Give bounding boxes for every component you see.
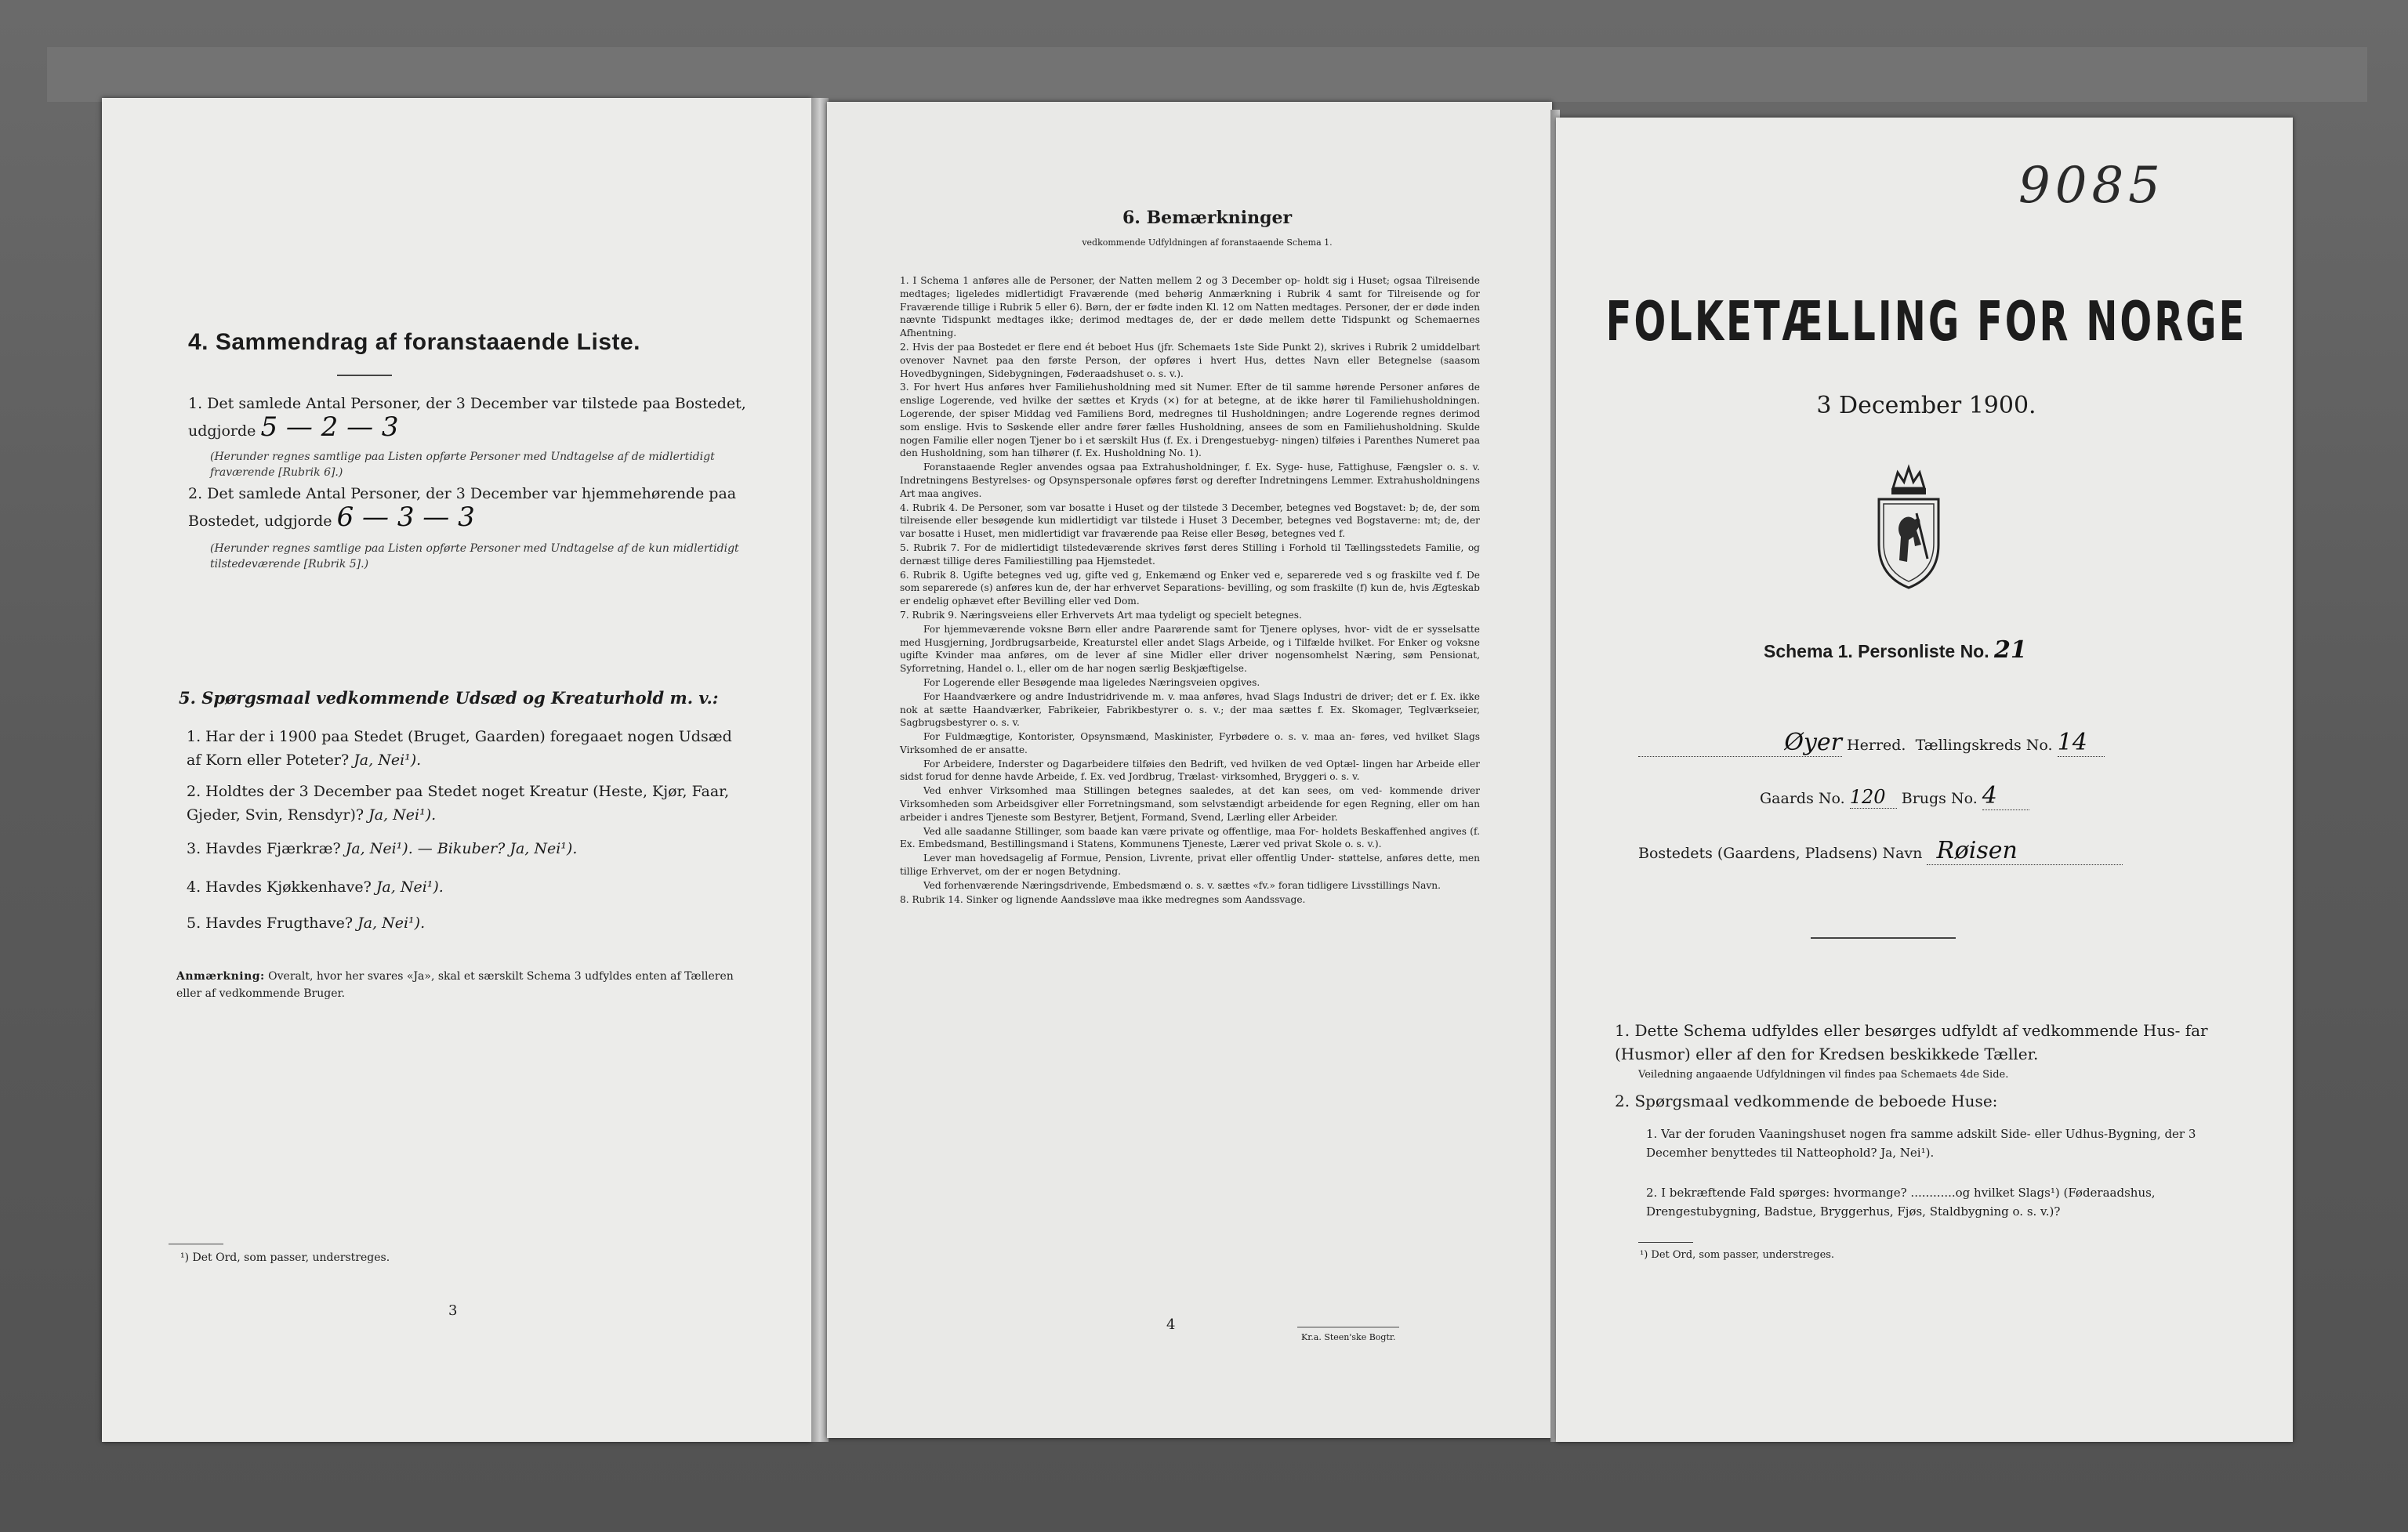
- question-4-text: 4. Havdes Kjøkkenhave?: [187, 878, 372, 896]
- bosted-field: [1638, 837, 2123, 865]
- remark-3: 3. For hvert Hus anføres hver Familiehusholdning med sit Numer. Efter de til samme hørende Personer anføres de enslige Logerende, ved hvilke der sættes et Kryds (×) for at betegne, at de ikke hører til Familiehusholdningen. Logerende, der spiser Middag ved Familiens Bord, medregnes til Husholdningen; andre Logerende regnes derimod som enslige. Hvis to Søskende eller andre fører fælles Husholdning, ansees de som en Familiehusholdning. Skulde nogen Familie eller nogen Tjener bo i et særskilt Hus (f. Ex. i Drengestuebyg- ningen) tilføies i Parenthes Numeret paa den Husholdning, som han tilhører (f. Ex. Husholdning No. 1).: [900, 382, 1480, 459]
- remark-7-former: Ved forhenværende Næringsdrivende, Embedsmænd o. s. v. sættes «fv.» foran tidligere Livsstillings Navn.: [923, 879, 1442, 891]
- instruction-2: 2. Spørgsmaal vedkommende de beboede Huse:: [1615, 1092, 1998, 1110]
- kreds-label: Tællingskreds No.: [1915, 737, 2053, 754]
- question-3-text: 3. Havdes Fjærkræ?: [187, 840, 341, 857]
- section-5-title: 5. Spørgsmaal vedkommende Udsæd og Kreaturhold m. v.:: [179, 688, 719, 708]
- summary-item-2-text: 2. Det samlede Antal Personer, der 3 December var hjemmehørende paa Bostedet, udgjorde: [188, 485, 737, 530]
- bosted-label: Bostedets (Gaardens, Pladsens) Navn: [1638, 845, 1923, 862]
- archive-number: 9085: [2018, 157, 2165, 215]
- census-date: 3 December 1900.: [1816, 392, 2036, 419]
- brugs-label: Brugs No.: [1901, 790, 1978, 807]
- question-5-answer[interactable]: Ja, Nei¹).: [357, 914, 426, 932]
- remarks-list: [900, 274, 1480, 907]
- kreds-value[interactable]: 14: [2057, 729, 2087, 756]
- section-6-subtitle: vedkommende Udfyldningen af foranstaaende Schema 1.: [1082, 237, 1333, 248]
- summary-item-2-value[interactable]: 6 — 3 — 3: [336, 502, 475, 533]
- remark-7: 7. Rubrik 9. Næringsveiens eller Erhvervets Art maa tydeligt og specielt betegnes.: [900, 609, 1302, 621]
- footnote-rule-cover: [1638, 1242, 1693, 1243]
- remark-8: 8. Rubrik 14. Sinker og lignende Aandssløve maa ikke medregnes som Aandssvage.: [900, 893, 1306, 905]
- anmerkning-text: Overalt, hvor her svares «Ja», skal et særskilt Schema 3 udfyldes enten af Tælleren eller af vedkommende Bruger.: [176, 970, 734, 1000]
- summary-item-1: [188, 392, 752, 443]
- section-6-title: 6. Bemærkninger: [1122, 208, 1293, 228]
- herred-field: [1638, 729, 2105, 757]
- remark-7-workers: For Arbeidere, Inderster og Dagarbeidere tilføies den Bedrift, ved hvilken de ved Optæl- lingen har Arbeide eller sidst forud for denne havde Arbeide, f. Ex. ved Jordbrug, Trælast- virksomhed, Bryggeri o. s. v.: [900, 758, 1480, 783]
- schema-line: [1764, 636, 2027, 664]
- question-5-text: 5. Havdes Frugthave?: [187, 914, 354, 932]
- question-5: [187, 911, 751, 935]
- question-2-answer[interactable]: Ja, Nei¹).: [368, 806, 437, 824]
- remark-7-pension: Lever man hovedsagelig af Formue, Pension, Livrente, privat eller offentlig Under- støttelse, anføres dette, men tillige Erhvervet, om der er nogen Betydning.: [900, 853, 1480, 878]
- remark-1: 1. I Schema 1 anføres alle de Personer, der Natten mellem 2 og 3 December op- holdt sig i Huset; ogsaa Tilreisende medtages; ligeledes midlertidigt Fraværende (med behørig Anmærkning i Rubrik 4 samt for Tilreisende og for Fraværende tillige i Rubrik 5 eller 6). Børn, der er fødte inden Kl. 12 om Natten medtages. Personer, der er døde inden nævnte Tidspunkt medtages ikke; derimod medtages de, der er døde mellem dette Tidspunkt og Schemaernes Afhentning.: [900, 275, 1480, 339]
- instruction-2-2: 2. I bekræftende Fald spørges: hvormange? ............og hvilket Slags¹) (Føderaadshus, Drengestubygning, Badstue, Bryggerhus, Fjøs, Staldbygning o. s. v.)?: [1646, 1186, 2156, 1219]
- question-4-answer[interactable]: Ja, Nei¹).: [375, 878, 444, 896]
- question-3-answer[interactable]: Ja, Nei¹). — Bikuber? Ja, Nei¹).: [345, 840, 578, 857]
- cover-divider: [1811, 937, 1956, 939]
- remark-7-industry: For Haandværkere og andre Industridrivende m. v. maa anføres, hvad Slags Industri de driver; det er f. Ex. ikke nok at sætte Haandværker, Fabrikeier, Fabrikbestyrer o. s. v.; der maa sættes f. Ex. Skomager, Teglværkseier, Sagbrugsbestyrer o. s. v.: [900, 690, 1480, 729]
- anmerkning: [176, 968, 741, 1002]
- question-2: [187, 780, 751, 827]
- remark-7-position: Ved enhver Virksomhed maa Stillingen betegnes saaledes, at det kan sees, om ved- kommende driver Virksomheden som Arbeidsgiver eller Forretningsmand, som selvstændigt arbeidende for egen Regning, eller om han arbeider i andres Tjeneste som Bestyrer, Betjent, Formand, Svend, Lærling eller Arbeider.: [900, 785, 1480, 823]
- remark-3-extra: Foranstaaende Regler anvendes ogsaa paa Extrahusholdninger, f. Ex. Syge- huse, Fattighuse, Fængsler o. s. v. Indretningens Bestyrelses- og Opsynspersonale opføres først og derefter Indretningens Lemmer. Extrahusholdningens Art maa angives.: [900, 462, 1480, 499]
- question-1: [187, 725, 751, 772]
- brugs-value[interactable]: 4: [1982, 782, 1997, 809]
- remark-2: 2. Hvis der paa Bostedet er flere end ét beboet Hus (jfr. Schemaets 1ste Side Punkt 2), skrives i Rubrik 2 umiddelbart ovenover Navnet paa den første Person, der opføres i hvert Hus, dettes Navn eller Betegnelse (saasom Hovedbygningen, Sidebygningen, Føderaadshuset o. s. v.).: [900, 341, 1480, 379]
- footnote-page-3: ¹) Det Ord, som passer, understreges.: [180, 1251, 390, 1264]
- mounting-strip: [47, 47, 2367, 102]
- census-title: FOLKETÆLLING FOR NORGE: [1605, 290, 2247, 354]
- footnote-cover: ¹) Det Ord, som passer, understreges.: [1640, 1249, 1835, 1261]
- page-number-3: 3: [448, 1302, 458, 1319]
- herred-label: Herred.: [1847, 737, 1906, 754]
- anmerkning-label: Anmærkning:: [176, 970, 265, 983]
- question-3: [187, 837, 751, 860]
- remark-6: 6. Rubrik 8. Ugifte betegnes ved ug, gifte ved g, Enkemænd og Enker ved e, separerede ved s og fraskilte ved f. De som separerede (s) anføres kun de, der har erhvervet Separations- bevilling, og som fraskilte (f) kun de, hvis Ægteskab er endelig ophævet efter Bevilling eller ved Dom.: [900, 569, 1480, 607]
- page-number-4: 4: [1166, 1317, 1176, 1333]
- page-spine-left: [811, 98, 829, 1442]
- summary-item-2: [188, 482, 752, 533]
- remark-7-clerks: For Fuldmægtige, Kontorister, Opsynsmænd, Maskinister, Fyrbødere o. s. v. maa an- føres, ved hvilket Slags Virksomhed de er ansatte.: [900, 731, 1480, 755]
- question-2-text: 2. Holdtes der 3 December paa Stedet noget Kreatur (Heste, Kjør, Faar, Gjeder, Svin, Rensdyr)?: [187, 783, 730, 824]
- herred-value[interactable]: Øyer: [1784, 729, 1842, 756]
- remark-5: 5. Rubrik 7. For de midlertidigt tilstedeværende skrives først deres Stilling i Forhold til Tællingsstedets Familie, og dernæst tillige deres Familiestilling paa Hjemstedet.: [900, 541, 1480, 567]
- question-1-answer[interactable]: Ja, Nei¹).: [354, 752, 422, 769]
- norwegian-coat-of-arms-icon: [1869, 458, 1948, 592]
- summary-item-1-note: (Herunder regnes samtlige paa Listen opførte Personer med Undtagelse af de midlertidigt fraværende [Rubrik 6].): [210, 451, 715, 479]
- gaards-value[interactable]: 120: [1849, 786, 1886, 808]
- personliste-number[interactable]: 21: [1994, 636, 2027, 664]
- instruction-2-1: 1. Var der foruden Vaaningshuset nogen fra samme adskilt Side- eller Udhus-Bygning, der 3 Decemher benyttedes til Natteophold? Ja, Nei¹).: [1646, 1127, 2196, 1160]
- instruction-1-note: Veiledning angaaende Udfyldningen vil findes paa Schemaets 4de Side.: [1638, 1069, 2009, 1081]
- remark-7-family: For hjemmeværende voksne Børn eller andre Paarørende samt for Tjenere oplyses, hvor- vidt de er sysselsatte med Husgjerning, Jordbrugsarbeide, Kreaturstel eller andet Slags Arbeide, og i Tilfælde hvilket. For Enker og voksne ugifte Kvinder maa anføres, om de lever af sine Midler eller driver nogensomhelst Næring, søm Pensionat, Syforretning, Handel o. l., eller om de har nogen særlig Beskjæftigelse.: [900, 623, 1480, 675]
- summary-item-2-note: (Herunder regnes samtlige paa Listen opførte Personer med Undtagelse af de kun midlertidigt tilstedeværende [Rubrik 5].): [210, 542, 739, 570]
- bosted-value[interactable]: Røisen: [1936, 837, 2018, 864]
- remark-7-public: Ved alle saadanne Stillinger, som baade kan være private og offentlige, maa For- holdets Beskaffenhed angives (f. Ex. Embedsmand, Bestillingsmand i Statens, Kommunens Tjeneste, Lærer ved privat Skole o. s. v.).: [900, 825, 1480, 850]
- printer-imprint: Kr.a. Steen'ske Bogtr.: [1301, 1332, 1396, 1342]
- summary-item-1-text: 1. Det samlede Antal Personer, der 3 December var tilstede paa Bostedet, udgjorde: [188, 395, 746, 440]
- question-4: [187, 875, 751, 899]
- section-4-divider: [337, 375, 392, 376]
- remark-4: 4. Rubrik 4. De Personer, som var bosatte i Huset og der tilstede 3 December, betegnes ved Bogstavet: b; de, der som tilreisende eller besøgende kun midlertidigt var tilstede i Huset 3 December, betegnes ved Bogstaverne: mt; de, der var bosatte i Huset, men midlertidigt var fraværende paa Reise eller Besøg, betegnes ved f.: [900, 502, 1480, 540]
- schema-label: Schema 1. Personliste No.: [1764, 641, 1989, 661]
- instruction-1: 1. Dette Schema udfyldes eller besørges udfyldt af vedkommende Hus- far (Husmor) eller af den for Kredsen beskikkede Tæller.: [1615, 1021, 2208, 1063]
- section-4-title: 4. Sammendrag af foranstaaende Liste.: [188, 329, 641, 355]
- gaards-label: Gaards No.: [1760, 790, 1845, 807]
- remark-7-lodgers: For Logerende eller Besøgende maa ligeledes Næringsveien opgives.: [923, 676, 1260, 688]
- summary-item-1-value[interactable]: 5 — 2 — 3: [260, 411, 399, 443]
- gaards-brugs-field: [1760, 782, 2029, 810]
- question-1-text: 1. Har der i 1900 paa Stedet (Bruget, Gaarden) foregaaet nogen Udsæd af Korn eller Poteter?: [187, 728, 732, 769]
